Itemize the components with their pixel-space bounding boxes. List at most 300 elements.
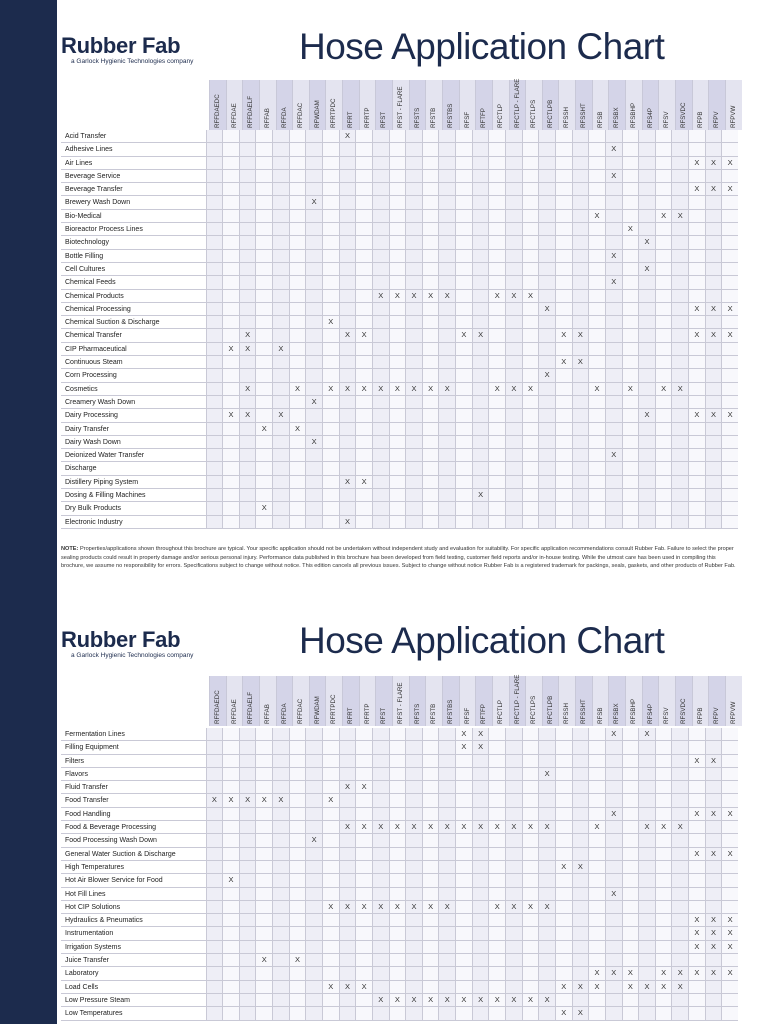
table-cell: [505, 196, 522, 208]
table-cell: [721, 250, 738, 262]
table-cell: [405, 874, 422, 886]
table-cell-mark: X: [339, 383, 356, 395]
application-name: Cosmetics: [65, 385, 98, 393]
table-cell: [638, 994, 655, 1006]
table-cell: [522, 356, 539, 368]
table-cell: [705, 356, 722, 368]
table-row: [61, 967, 738, 980]
table-cell: [372, 848, 389, 860]
table-cell: [222, 356, 239, 368]
table-cell-mark: X: [638, 236, 655, 248]
table-row: [61, 874, 738, 887]
table-cell: [422, 516, 439, 528]
table-cell: [721, 874, 738, 886]
table-cell: [655, 476, 672, 488]
table-cell: [721, 196, 738, 208]
table-cell: [405, 356, 422, 368]
table-cell: [555, 223, 572, 235]
table-cell: [322, 861, 339, 873]
table-cell: [339, 343, 356, 355]
table-cell: [422, 143, 439, 155]
table-cell-mark: X: [705, 848, 722, 860]
table-cell: [206, 808, 223, 820]
table-cell: [305, 741, 322, 753]
table-cell: [655, 250, 672, 262]
table-cell: [572, 794, 589, 806]
chart-title: Hose Application Chart: [299, 620, 665, 661]
table-cell: [239, 462, 256, 474]
column-header: [459, 676, 476, 726]
table-cell: [405, 755, 422, 767]
table-cell: [422, 914, 439, 926]
table-cell: [405, 303, 422, 315]
application-name: Chemical Feeds: [65, 279, 116, 287]
table-cell: [522, 329, 539, 341]
table-cell: [472, 276, 489, 288]
table-cell-mark: X: [222, 874, 239, 886]
table-cell: [572, 967, 589, 979]
table-cell: [622, 409, 639, 421]
table-cell: [522, 728, 539, 740]
table-cell-mark: X: [305, 396, 322, 408]
table-cell: [322, 196, 339, 208]
table-cell: [289, 516, 306, 528]
table-cell: [339, 755, 356, 767]
table-cell: [605, 316, 622, 328]
table-cell: [255, 409, 272, 421]
table-cell: [638, 914, 655, 926]
column-header: [608, 80, 625, 130]
table-cell: [239, 834, 256, 846]
table-cell: [688, 210, 705, 222]
table-cell-mark: X: [655, 210, 672, 222]
table-cell: [588, 409, 605, 421]
table-cell-mark: X: [372, 994, 389, 1006]
table-cell: [272, 476, 289, 488]
table-cell-mark: X: [622, 383, 639, 395]
table-cell-mark: X: [555, 356, 572, 368]
table-cell: [588, 755, 605, 767]
table-cell: [655, 196, 672, 208]
table-cell: [422, 834, 439, 846]
column-header-label: RFSSHT: [580, 699, 588, 724]
column-header-label: RFFDA: [280, 703, 288, 724]
table-cell: [572, 755, 589, 767]
table-cell: [605, 794, 622, 806]
table-cell: [322, 821, 339, 833]
table-cell: [289, 170, 306, 182]
table-cell: [671, 476, 688, 488]
column-header: [259, 80, 276, 130]
table-cell: [705, 383, 722, 395]
table-cell: [422, 848, 439, 860]
table-cell: [622, 369, 639, 381]
table-cell: [572, 210, 589, 222]
table-cell: [721, 263, 738, 275]
column-header: [692, 676, 709, 726]
table-cell: [655, 157, 672, 169]
table-cell: [355, 396, 372, 408]
table-cell: [588, 489, 605, 501]
table-cell-mark: X: [222, 409, 239, 421]
table-cell: [688, 383, 705, 395]
table-row: [61, 728, 738, 741]
table-cell: [322, 170, 339, 182]
table-cell: [255, 861, 272, 873]
table-cell: [222, 170, 239, 182]
table-cell: [222, 901, 239, 913]
column-header-label: RFWDAM: [313, 696, 321, 724]
table-cell-mark: X: [305, 834, 322, 846]
table-cell: [721, 356, 738, 368]
table-cell-mark: X: [688, 183, 705, 195]
table-cell: [705, 250, 722, 262]
table-cell: [655, 290, 672, 302]
table-cell: [522, 276, 539, 288]
table-cell: [671, 1007, 688, 1019]
table-cell: [405, 210, 422, 222]
table-cell: [721, 781, 738, 793]
table-cell: [222, 462, 239, 474]
table-cell: [389, 476, 406, 488]
table-cell: [355, 356, 372, 368]
table-cell-mark: X: [472, 489, 489, 501]
table-cell: [505, 449, 522, 461]
table-cell: [438, 263, 455, 275]
table-cell: [222, 290, 239, 302]
table-cell: [655, 276, 672, 288]
table-cell: [422, 927, 439, 939]
table-cell: [372, 489, 389, 501]
table-cell: [721, 888, 738, 900]
table-cell: [572, 821, 589, 833]
table-cell: [472, 927, 489, 939]
table-cell: [705, 223, 722, 235]
table-cell: [638, 223, 655, 235]
table-cell: [505, 343, 522, 355]
table-cell: [222, 516, 239, 528]
table-cell: [372, 223, 389, 235]
table-cell: [488, 741, 505, 753]
table-cell: [272, 170, 289, 182]
table-cell: [339, 768, 356, 780]
table-cell: [522, 502, 539, 514]
table-cell: [438, 861, 455, 873]
table-cell: [222, 888, 239, 900]
application-table: [61, 130, 738, 529]
table-cell: [688, 516, 705, 528]
table-cell: [272, 994, 289, 1006]
table-cell: [572, 196, 589, 208]
table-cell: [305, 794, 322, 806]
table-cell: [239, 236, 256, 248]
table-cell-mark: X: [705, 927, 722, 939]
table-cell: [339, 250, 356, 262]
table-cell: [455, 781, 472, 793]
table-cell: [555, 436, 572, 448]
table-cell: [705, 954, 722, 966]
column-header: [575, 80, 592, 130]
table-cell: [555, 210, 572, 222]
column-header: [292, 80, 309, 130]
table-cell: [339, 409, 356, 421]
table-cell: [438, 210, 455, 222]
table-row: [61, 383, 738, 396]
table-cell: [505, 981, 522, 993]
table-cell: [255, 755, 272, 767]
table-cell: [721, 981, 738, 993]
table-cell: [638, 755, 655, 767]
table-cell-mark: X: [638, 263, 655, 275]
table-cell: [355, 130, 372, 142]
table-cell: [655, 369, 672, 381]
table-cell: [638, 369, 655, 381]
table-cell: [322, 423, 339, 435]
table-cell-mark: X: [588, 383, 605, 395]
brand-logo: [61, 33, 193, 65]
table-cell: [339, 396, 356, 408]
table-cell: [572, 143, 589, 155]
table-cell: [671, 303, 688, 315]
table-cell: [255, 276, 272, 288]
table-cell: [572, 290, 589, 302]
table-cell-mark: X: [422, 383, 439, 395]
application-name: Discharge: [65, 465, 97, 473]
column-header: [492, 80, 509, 130]
table-cell: [555, 236, 572, 248]
table-cell: [605, 941, 622, 953]
table-row: [61, 781, 738, 794]
table-cell: [405, 143, 422, 155]
table-cell: [289, 888, 306, 900]
table-cell: [472, 888, 489, 900]
table-cell: [222, 781, 239, 793]
table-cell: [422, 502, 439, 514]
column-header-label: RFST: [380, 707, 388, 724]
table-cell-mark: X: [339, 901, 356, 913]
table-cell: [721, 236, 738, 248]
table-cell: [622, 316, 639, 328]
table-cell: [522, 967, 539, 979]
table-cell: [505, 210, 522, 222]
table-cell: [671, 741, 688, 753]
table-cell: [289, 1007, 306, 1019]
table-row: [61, 462, 738, 475]
table-cell: [622, 130, 639, 142]
table-cell: [339, 356, 356, 368]
table-row: [61, 848, 738, 861]
table-cell: [305, 994, 322, 1006]
table-cell: [455, 861, 472, 873]
table-cell: [405, 794, 422, 806]
table-cell-mark: X: [272, 409, 289, 421]
table-cell: [355, 755, 372, 767]
table-row: [61, 157, 738, 170]
table-cell: [222, 183, 239, 195]
table-cell: [206, 489, 223, 501]
table-cell: [555, 143, 572, 155]
table-cell: [206, 263, 223, 275]
table-cell: [688, 369, 705, 381]
table-cell: [438, 502, 455, 514]
table-cell: [688, 250, 705, 262]
table-row: [61, 223, 738, 236]
table-cell: [472, 316, 489, 328]
table-cell: [721, 369, 738, 381]
table-cell: [505, 808, 522, 820]
table-cell: [655, 489, 672, 501]
table-cell-mark: X: [605, 449, 622, 461]
disclaimer-note: [61, 545, 738, 571]
table-cell: [655, 768, 672, 780]
table-cell: [289, 794, 306, 806]
table-row: [61, 276, 738, 289]
table-cell: [522, 343, 539, 355]
table-cell: [206, 768, 223, 780]
table-cell: [655, 130, 672, 142]
table-cell-mark: X: [671, 967, 688, 979]
table-cell: [655, 183, 672, 195]
table-cell: [289, 781, 306, 793]
table-cell: [422, 356, 439, 368]
table-cell: [339, 994, 356, 1006]
table-cell: [655, 436, 672, 448]
table-cell: [572, 914, 589, 926]
table-cell: [455, 157, 472, 169]
table-cell: [206, 236, 223, 248]
table-cell: [605, 874, 622, 886]
table-cell: [272, 954, 289, 966]
table-cell: [322, 210, 339, 222]
table-cell: [405, 476, 422, 488]
table-cell: [389, 276, 406, 288]
table-cell: [372, 449, 389, 461]
table-cell: [638, 954, 655, 966]
table-cell: [438, 981, 455, 993]
table-cell: [572, 223, 589, 235]
table-cell: [239, 290, 256, 302]
table-cell: [622, 210, 639, 222]
table-cell: [355, 143, 372, 155]
table-cell: [505, 768, 522, 780]
table-cell: [289, 223, 306, 235]
application-name: Deionized Water Transfer: [65, 452, 145, 460]
table-cell: [389, 1007, 406, 1019]
table-cell: [289, 143, 306, 155]
application-name: Flavors: [65, 770, 88, 778]
table-cell: [472, 436, 489, 448]
table-cell: [588, 462, 605, 474]
column-header: [459, 80, 476, 130]
table-cell: [522, 808, 539, 820]
table-cell: [372, 1007, 389, 1019]
table-cell: [705, 794, 722, 806]
table-cell: [322, 954, 339, 966]
table-cell: [538, 223, 555, 235]
table-cell-mark: X: [289, 423, 306, 435]
table-cell: [289, 236, 306, 248]
table-cell: [588, 183, 605, 195]
table-cell: [372, 409, 389, 421]
table-cell: [721, 1007, 738, 1019]
table-cell: [272, 157, 289, 169]
table-cell: [405, 768, 422, 780]
table-cell: [671, 316, 688, 328]
table-cell: [438, 516, 455, 528]
table-cell: [389, 874, 406, 886]
table-cell: [206, 941, 223, 953]
table-cell: [688, 502, 705, 514]
column-header-label: RFST - FLARE: [397, 682, 405, 724]
table-cell: [389, 848, 406, 860]
table-cell: [389, 250, 406, 262]
table-cell: [305, 157, 322, 169]
table-cell: [655, 901, 672, 913]
table-cell: [472, 290, 489, 302]
table-cell: [605, 768, 622, 780]
table-cell: [372, 834, 389, 846]
table-cell: [605, 848, 622, 860]
column-header: [375, 80, 392, 130]
table-cell: [289, 183, 306, 195]
table-cell: [438, 396, 455, 408]
table-cell: [372, 914, 389, 926]
table-cell: [455, 927, 472, 939]
table-cell: [289, 462, 306, 474]
table-cell-mark: X: [721, 409, 738, 421]
table-row: [61, 516, 738, 529]
table-cell: [588, 861, 605, 873]
table-cell: [721, 143, 738, 155]
table-cell: [538, 834, 555, 846]
table-cell: [339, 263, 356, 275]
column-headers: [209, 676, 742, 726]
table-cell: [655, 741, 672, 753]
table-cell: [322, 130, 339, 142]
table-cell: [555, 848, 572, 860]
table-cell: [655, 236, 672, 248]
column-header: [475, 80, 492, 130]
table-cell: [522, 143, 539, 155]
table-cell: [671, 343, 688, 355]
table-cell: [255, 250, 272, 262]
table-cell: [705, 130, 722, 142]
table-cell: [455, 516, 472, 528]
table-cell: [472, 170, 489, 182]
table-cell: [472, 502, 489, 514]
table-cell-mark: X: [705, 157, 722, 169]
table-cell: [222, 130, 239, 142]
table-row: [61, 436, 738, 449]
table-cell: [505, 848, 522, 860]
table-cell: [455, 476, 472, 488]
column-header: [675, 80, 692, 130]
table-cell: [488, 250, 505, 262]
table-cell: [389, 343, 406, 355]
application-name: Hot Air Blower Service for Food: [65, 877, 163, 885]
table-cell: [305, 316, 322, 328]
table-cell: [588, 728, 605, 740]
table-cell-mark: X: [488, 383, 505, 395]
table-cell: [355, 449, 372, 461]
table-cell: [472, 954, 489, 966]
column-header-label: RFCTLP - FLARE: [513, 674, 521, 724]
table-cell: [305, 901, 322, 913]
table-cell: [206, 821, 223, 833]
column-header-label: RFCTLP: [496, 103, 504, 128]
table-cell: [538, 157, 555, 169]
table-cell: [455, 848, 472, 860]
